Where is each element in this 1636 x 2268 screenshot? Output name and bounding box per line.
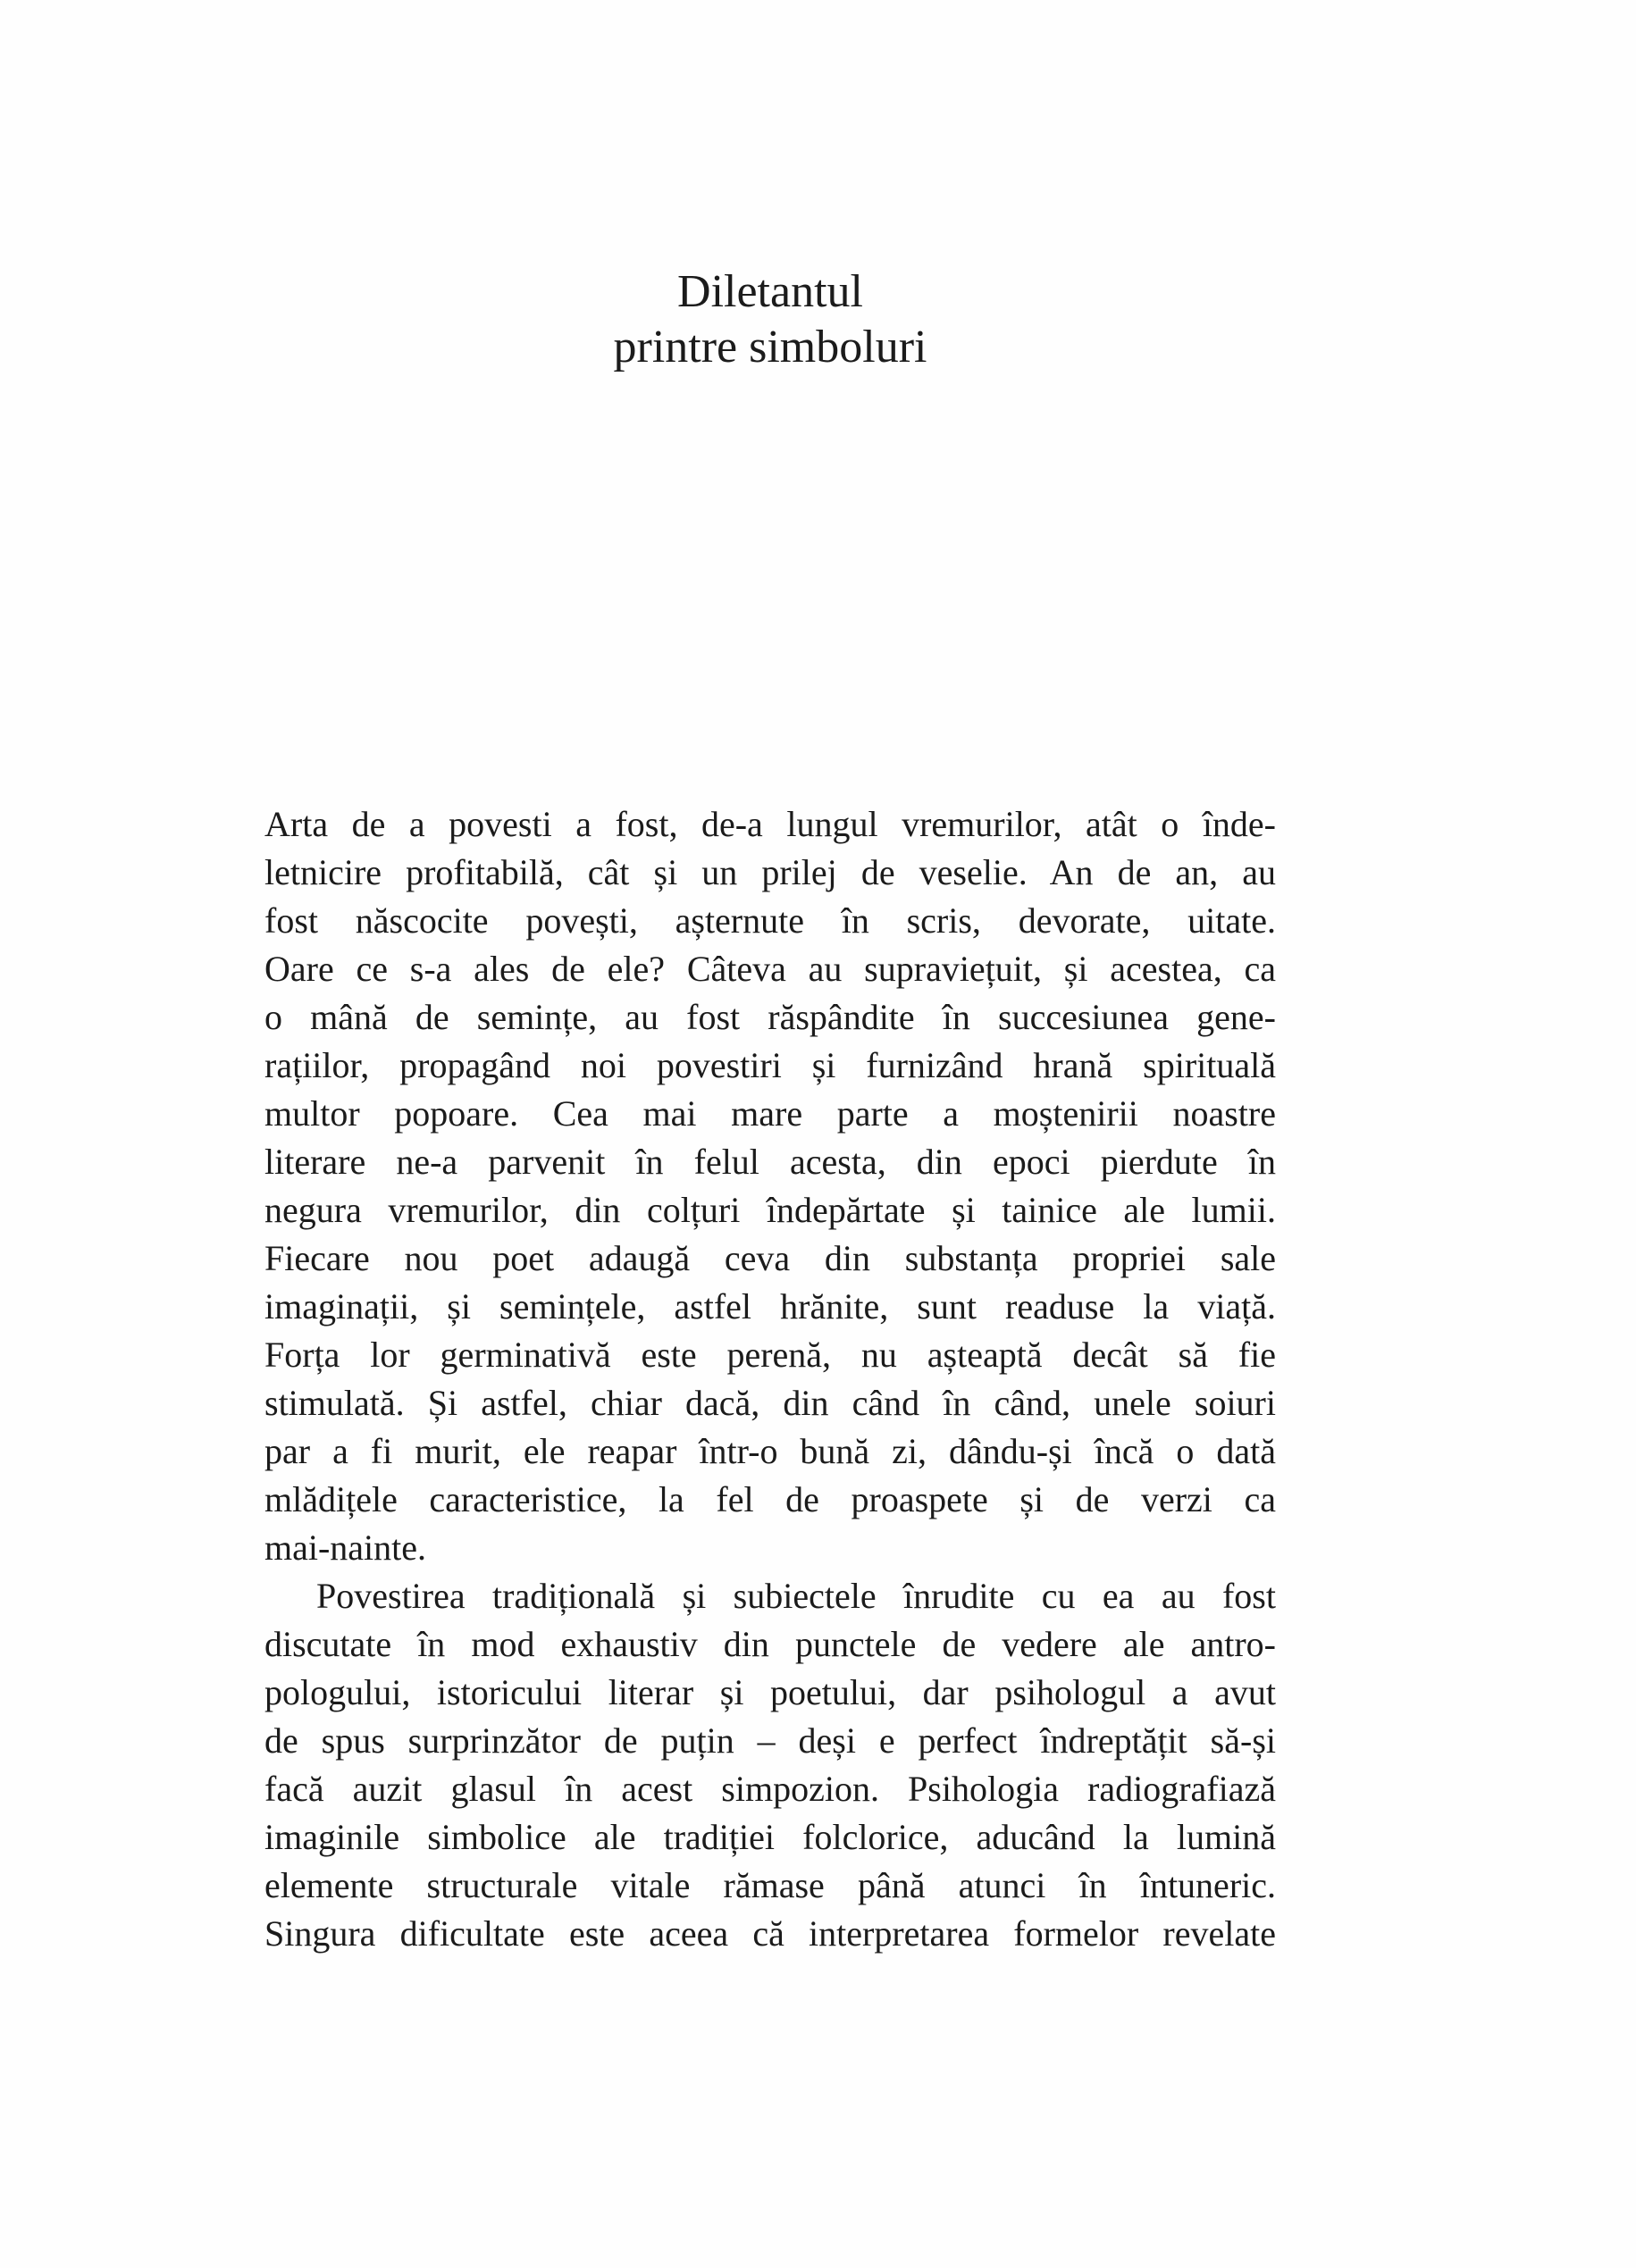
text-line: facă auzit glasul în acest simpozion. Psihologia radiografiază (264, 1769, 1276, 1809)
text-line: Oare ce s-a ales de ele? Câteva au supraviețuit, și acestea, ca (264, 949, 1276, 989)
text-line: letnicire profitabilă, cât și un prilej de veselie. An de an, au (264, 852, 1276, 892)
text-line: stimulată. Și astfel, chiar dacă, din când în când, unele soiuri (264, 1383, 1276, 1423)
chapter-title-line-1: Diletantul (677, 266, 863, 317)
text-line: mai-nainte. (264, 1527, 427, 1568)
text-line: fost născocite povești, așternute în scris, devorate, uitate. (264, 900, 1276, 941)
body-text (264, 800, 1276, 1958)
text-line: Fiecare nou poet adaugă ceva din substanța propriei sale (264, 1238, 1276, 1278)
text-line: rațiilor, propagând noi povestiri și furnizând hrană spirituală (264, 1045, 1276, 1085)
text-line: imaginații, și semințele, astfel hrănite, sunt readuse la viață. (264, 1286, 1276, 1326)
text-line: Arta de a povesti a fost, de-a lungul vremurilor, atât o înde- (264, 804, 1276, 844)
chapter-title-line-2: printre simboluri (613, 322, 927, 372)
text-line: negura vremurilor, din colțuri îndepărtate și tainice ale lumii. (264, 1190, 1276, 1230)
text-line: literare ne-a parvenit în felul acesta, din epoci pierdute în (264, 1142, 1276, 1182)
chapter-title (264, 264, 1276, 375)
text-line: Povestirea tradițională și subiectele înrudite cu ea au fost (316, 1576, 1276, 1616)
text-line: Forța lor germinativă este perenă, nu așteaptă decât să fie (264, 1335, 1276, 1375)
text-line: multor popoare. Cea mai mare parte a moștenirii noastre (264, 1093, 1276, 1134)
text-line: par a fi murit, ele reapar într-o bună zi, dându-și încă o dată (264, 1431, 1276, 1471)
text-line: discutate în mod exhaustiv din punctele de vedere ale antro- (264, 1624, 1276, 1664)
text-line: de spus surprinzător de puțin – deși e perfect îndreptățit să-și (264, 1720, 1276, 1761)
text-line: imaginile simbolice ale tradiției folclorice, aducând la lumină (264, 1817, 1276, 1857)
text-line: Singura dificultate este aceea că interpretarea formelor revelate (264, 1913, 1276, 1954)
text-line: mlădițele caracteristice, la fel de proaspete și de verzi ca (264, 1479, 1276, 1519)
text-line: o mână de semințe, au fost răspândite în succesiunea gene- (264, 997, 1276, 1037)
text-line: pologului, istoricului literar și poetului, dar psihologul a avut (264, 1672, 1276, 1712)
text-line: elemente structurale vitale rămase până atunci în întuneric. (264, 1865, 1276, 1905)
